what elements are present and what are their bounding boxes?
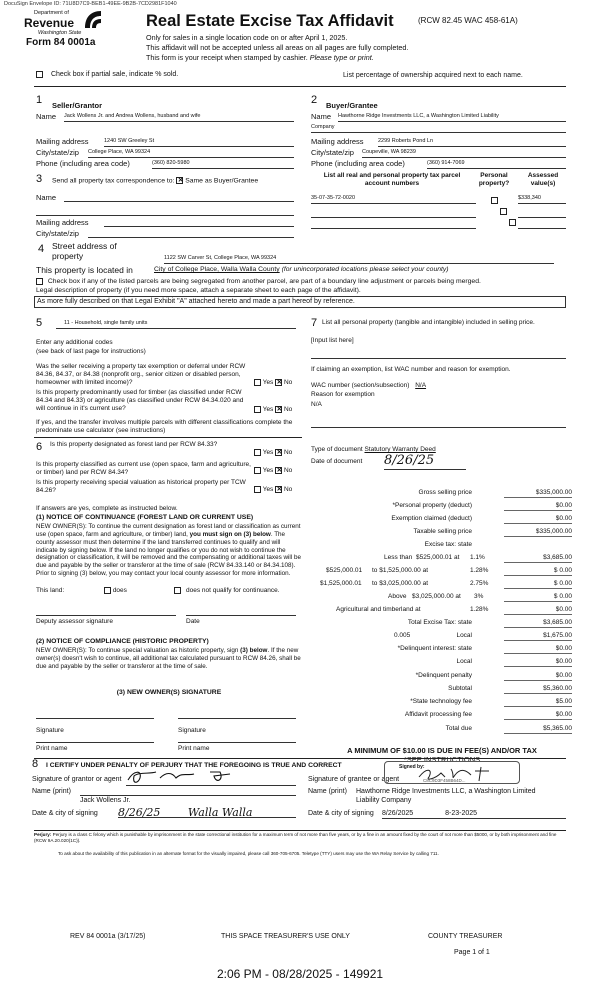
same-as-buyer-checkbox[interactable] (176, 177, 183, 184)
tax-tier-2: $ 0.00 (504, 567, 572, 576)
assessed-value-field[interactable]: $338,340 (518, 195, 566, 204)
delinquent-penalty[interactable]: $0.00 (504, 672, 572, 681)
buyer-name-field[interactable]: Hawthorne Ridge Investments LLC, a Washington Limited Liability (338, 113, 566, 122)
dor-logo: Department of Revenue Washington State Form 84 0001a (22, 9, 126, 65)
divider (34, 86, 566, 87)
form-title: Real Estate Excise Tax Affidavit (146, 12, 394, 30)
form-number: Form 84 0001a (26, 37, 96, 48)
historic-yes-checkbox[interactable] (254, 486, 261, 493)
envelope-id: DocuSign Envelope ID: 71U8D7C9-BEB1-49EE-9B2B-7CD2981F1040 (4, 1, 177, 7)
forest-yes-checkbox[interactable] (254, 449, 261, 456)
grantor-signature-field[interactable] (126, 776, 296, 786)
tax-tier-4: $ 0.00 (504, 593, 572, 602)
document-date-field[interactable]: 8/26/25 (384, 453, 466, 470)
new-owner-signature-2[interactable] (178, 735, 296, 743)
timber-no-checkbox[interactable] (275, 406, 282, 413)
legal-description-field[interactable]: As more fully described on that Legal Exhibit "A" attached hereto and made a part hereof by reference. (34, 296, 566, 308)
personal-property-checkbox-1[interactable] (491, 197, 498, 204)
correspondence-mail-field[interactable] (104, 218, 294, 227)
location-select[interactable]: City of College Place, Walla Walla County (154, 266, 280, 273)
document-type-select[interactable]: Statutory Warranty Deed (364, 446, 436, 453)
delinquent-interest-state[interactable]: $0.00 (504, 645, 572, 654)
page-indicator: Page 1 of 1 (454, 949, 490, 956)
tax-tier-1: $3,685.00 (504, 554, 572, 563)
segregated-checkbox[interactable] (36, 278, 43, 285)
wa-state-icon (82, 9, 104, 31)
correspondence-name-field[interactable] (64, 193, 294, 202)
grantee-city[interactable]: 8-23-2025 (445, 810, 478, 817)
personal-property-checkbox-3[interactable] (509, 219, 516, 226)
gross-selling-price[interactable]: $335,000.00 (504, 489, 572, 498)
seller-phone-field[interactable]: (360) 820-5980 (152, 160, 294, 169)
grantor-signature-image (126, 768, 276, 786)
total-excise-local: $1,675.00 (504, 632, 572, 641)
total-due: $5,365.00 (504, 725, 572, 734)
buyer-city-field[interactable]: Coupeville, WA 98239 (362, 149, 566, 158)
current-use-yes-checkbox[interactable] (254, 467, 261, 474)
affidavit-processing-fee[interactable]: $0.00 (504, 711, 572, 720)
grantor-print-name: Jack Wollens Jr. (80, 797, 131, 804)
property-address-field[interactable]: 1122 SW Carver St, College Place, WA 99324 (164, 255, 554, 264)
grantor-date[interactable]: 8/26/25 (118, 806, 161, 819)
personal-property-checkbox-2[interactable] (500, 208, 507, 215)
exemption-claimed[interactable]: $0.00 (504, 515, 572, 524)
timber-yes-checkbox[interactable] (254, 406, 261, 413)
rcw-reference: (RCW 82.45 WAC 458-61A) (418, 16, 518, 25)
current-use-no-checkbox[interactable] (275, 467, 282, 474)
total-excise-state: $3,685.00 (504, 619, 572, 628)
exemption-yes-checkbox[interactable] (254, 379, 261, 386)
grantee-date[interactable]: 8/26/2025 (382, 810, 414, 817)
form-revision: REV 84 0001a (3/17/25) (70, 933, 146, 940)
wac-number-field[interactable]: N/A (415, 382, 427, 389)
exemption-no-checkbox[interactable] (275, 379, 282, 386)
seller-city-field[interactable]: College Place, WA 99324 (88, 149, 294, 158)
parcel-number-field[interactable]: 35-07-35-72-0020 (311, 195, 476, 204)
personal-property-deduct[interactable]: $0.00 (504, 502, 572, 511)
agency-name: Revenue (24, 16, 75, 30)
tax-tier-3: $ 0.00 (504, 580, 572, 589)
new-owner-signature-1[interactable] (36, 735, 154, 743)
land-does-not-checkbox[interactable] (174, 587, 181, 594)
technology-fee: $5.00 (504, 698, 572, 707)
subtotal: $5,360.00 (504, 685, 572, 694)
grantee-print-name: Hawthorne Ridge Investments LLC, a Washington Limited (356, 788, 536, 795)
agricultural-tax: $0.00 (504, 606, 572, 615)
correspondence-city-field[interactable] (88, 229, 294, 238)
land-does-checkbox[interactable] (104, 587, 111, 594)
buyer-mailing-field[interactable]: 2299 Roberts Pond Ln (378, 138, 566, 147)
forest-no-checkbox[interactable] (275, 449, 282, 456)
docusign-signature-box[interactable]: Signed by: C8C9D3F458B64D... (384, 761, 520, 784)
taxable-selling-price: $335,000.00 (504, 528, 572, 537)
grantor-city[interactable]: Walla Walla (187, 806, 253, 819)
buyer-phone-field[interactable]: (360) 914-7069 (427, 160, 566, 169)
personal-property-list-field[interactable]: [Input list here] (311, 337, 566, 359)
seller-name-field[interactable]: Jack Wollens Jr. and Andrea Wollens, husband and wife (64, 113, 294, 122)
delinquent-interest-local[interactable]: $0.00 (504, 658, 572, 667)
minimum-due-notice: A MINIMUM OF $10.00 IS DUE IN FEE(S) AND/OR TAX (347, 746, 537, 755)
recording-stamp: 2:06 PM - 08/28/2025 - 149921 (216, 967, 384, 981)
land-use-code-select[interactable]: 11 - Household, single family units (56, 320, 296, 329)
seller-mailing-field[interactable]: 1240 SW Greeley St (104, 138, 294, 147)
reason-field[interactable]: N/A (311, 401, 322, 408)
partial-sale-checkbox[interactable] (36, 71, 43, 78)
historic-no-checkbox[interactable] (275, 486, 282, 493)
